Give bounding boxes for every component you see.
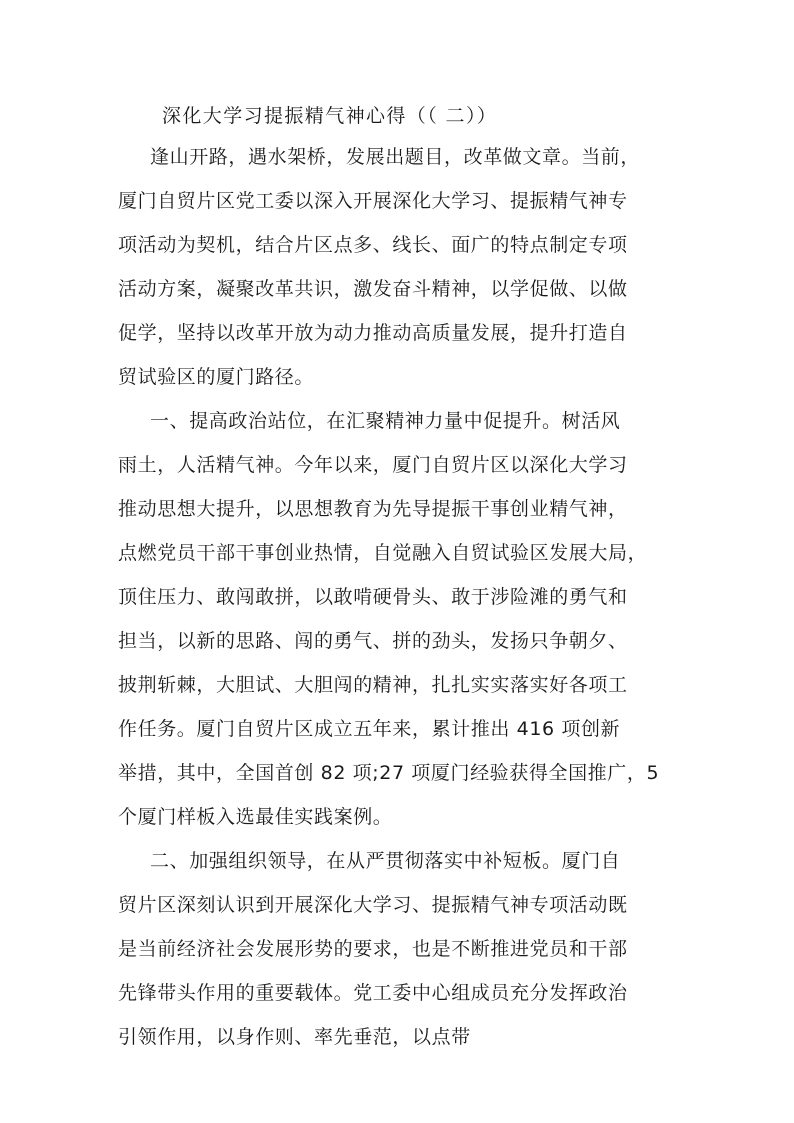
paragraph-line: 二、加强组织领导，在从严贯彻落实中补短板。厦门自 — [150, 850, 621, 872]
paragraph-line: 雨土，人活精气神。今年以来，厦门自贸片区以深化大学习 — [118, 454, 628, 476]
paragraph-line: 披荆斩棘，大胆试、大胆闯的精神，扎扎实实落实好各项工 — [118, 674, 628, 696]
paragraph-line: 个厦门样板入选最佳实践案例。 — [118, 806, 393, 828]
paragraph-line: 顶住压力、敢闯敢拼，以敢啃硬骨头、敢于涉险滩的勇气和 — [118, 586, 628, 608]
paragraph-line: 活动方案，凝聚改革共识，激发奋斗精神，以学促做、以做 — [118, 278, 628, 300]
paragraph-line: 举措，其中，全国首创 82 项;27 项厦门经验获得全国推广，5 — [118, 762, 660, 784]
paragraph-line: 贸试验区的厦门路径。 — [118, 366, 315, 388]
paragraph-line: 是当前经济社会发展形势的要求，也是不断推进党员和干部 — [118, 938, 628, 960]
paragraph-line: 引领作用，以身作则、率先垂范，以点带 — [118, 1026, 471, 1048]
paragraph-line: 先锋带头作用的重要载体。党工委中心组成员充分发挥政治 — [118, 982, 628, 1004]
paragraph-line: 推动思想大提升，以思想教育为先导提振干事创业精气神， — [118, 498, 628, 520]
paragraph-line: 逢山开路，遇水架桥，发展出题目，改革做文章。当前， — [150, 146, 641, 168]
paragraph-line: 贸片区深刻认识到开展深化大学习、提振精气神专项活动既 — [118, 894, 628, 916]
paragraph-line: 点燃党员干部干事创业热情，自觉融入自贸试验区发展大局， — [118, 542, 648, 564]
document-title: 深化大学习提振精气神心得（（ 二）） — [162, 105, 498, 127]
paragraph-line: 项活动为契机，结合片区点多、线长、面广的特点制定专项 — [118, 234, 628, 256]
paragraph-line: 担当，以新的思路、闯的勇气、拼的劲头，发扬只争朝夕、 — [118, 630, 628, 652]
paragraph-line: 作任务。厦门自贸片区成立五年来，累计推出 416 项创新 — [118, 718, 621, 740]
paragraph-line: 一、提高政治站位，在汇聚精神力量中促提升。树活风 — [150, 410, 621, 432]
paragraph-line: 促学，坚持以改革开放为动力推动高质量发展，提升打造自 — [118, 322, 628, 344]
paragraph-line: 厦门自贸片区党工委以深入开展深化大学习、提振精气神专 — [118, 190, 628, 212]
